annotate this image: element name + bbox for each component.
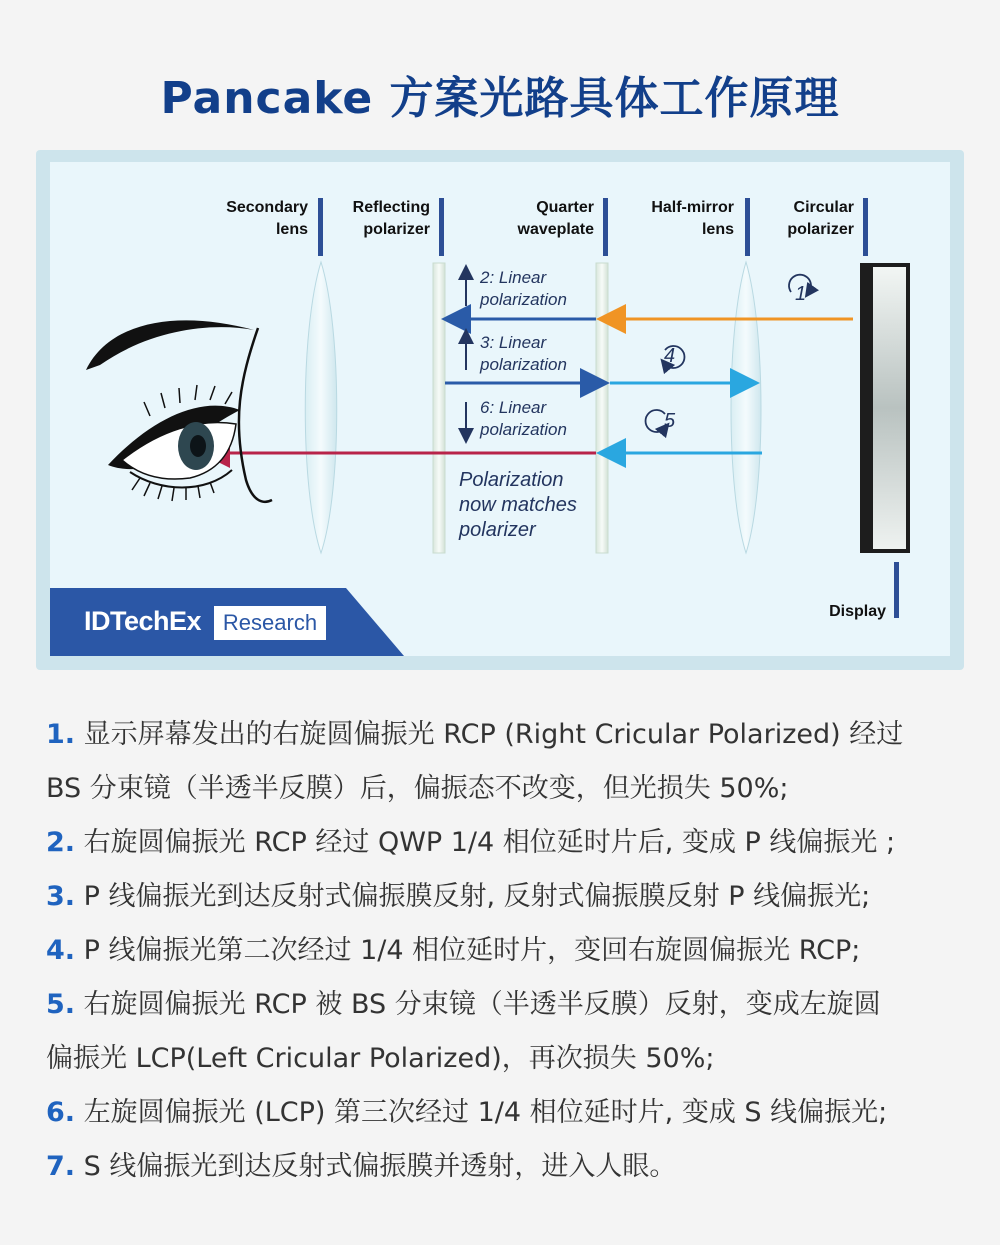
circular-arrow-5-icon <box>646 410 665 432</box>
step-4: 4. P 线偏振光第二次经过 1/4 相位延时片，变回右旋圆偏振光 RCP; <box>46 935 861 966</box>
label-bar-quarter-waveplate <box>603 198 608 256</box>
step-7: 7. S 线偏振光到达反射式偏振膜并透射，进入人眼。 <box>46 1151 677 1182</box>
annotation-step6: 6: Linear polarization <box>480 398 567 439</box>
label-display: Display <box>829 603 886 620</box>
eye-illustration <box>86 320 272 501</box>
annotation-polarization-matches: Polarization now matches polarizer <box>459 469 577 541</box>
step-3: 3. P 线偏振光到达反射式偏振膜反射, 反射式偏振膜反射 P 线偏振光; <box>46 881 871 912</box>
label-half-mirror-lens: Half-mirror lens <box>651 199 734 238</box>
half-mirror-lens <box>731 262 761 553</box>
quarter-waveplate-plate <box>596 263 608 553</box>
secondary-lens <box>305 262 337 553</box>
logo-research-tag: Research <box>214 606 326 640</box>
label-bar-reflecting-polarizer <box>439 198 444 256</box>
logo-brand: IDTechEx <box>84 606 202 636</box>
page-title: Pancake 方案光路具体工作原理 <box>160 73 840 124</box>
label-circular-polarizer: Circular polarizer <box>787 199 854 238</box>
circular-step-5-label: 5 <box>664 410 676 432</box>
display-screen <box>873 267 906 549</box>
circular-step-4-label: 4 <box>664 345 676 367</box>
label-reflecting-polarizer: Reflecting polarizer <box>352 199 430 238</box>
annotation-step3: 3: Linear polarization <box>480 333 567 374</box>
label-bar-display <box>894 562 899 618</box>
circular-step-1-label: 1 <box>795 283 807 305</box>
label-quarter-waveplate: Quarter waveplate <box>517 199 594 238</box>
label-secondary-lens: Secondary lens <box>226 199 308 238</box>
step-5-line-1: 5. 右旋圆偏振光 RCP 被 BS 分束镜（半透半反膜）反射，变成左旋圆 <box>46 989 881 1020</box>
reflecting-polarizer-plate <box>433 263 445 553</box>
step-5-line-2: 偏振光 LCP(Left Cricular Polarized)，再次损失 50%; <box>46 1043 715 1074</box>
label-bar-circular-polarizer <box>863 198 868 256</box>
step-2: 2. 右旋圆偏振光 RCP 经过 QWP 1/4 相位延时片后, 变成 P 线偏振光 ; <box>46 827 896 858</box>
annotation-step2: 2: Linear polarization <box>480 268 567 309</box>
step-6: 6. 左旋圆偏振光 (LCP) 第三次经过 1/4 相位延时片, 变成 S 线偏振光; <box>46 1097 888 1128</box>
step-1-line-1: 1. 显示屏幕发出的右旋圆偏振光 RCP (Right Cricular Polarized) 经过 <box>46 719 904 750</box>
step-1-line-2: BS 分束镜（半透半反膜）后，偏振态不改变，但光损失 50%; <box>46 773 789 804</box>
